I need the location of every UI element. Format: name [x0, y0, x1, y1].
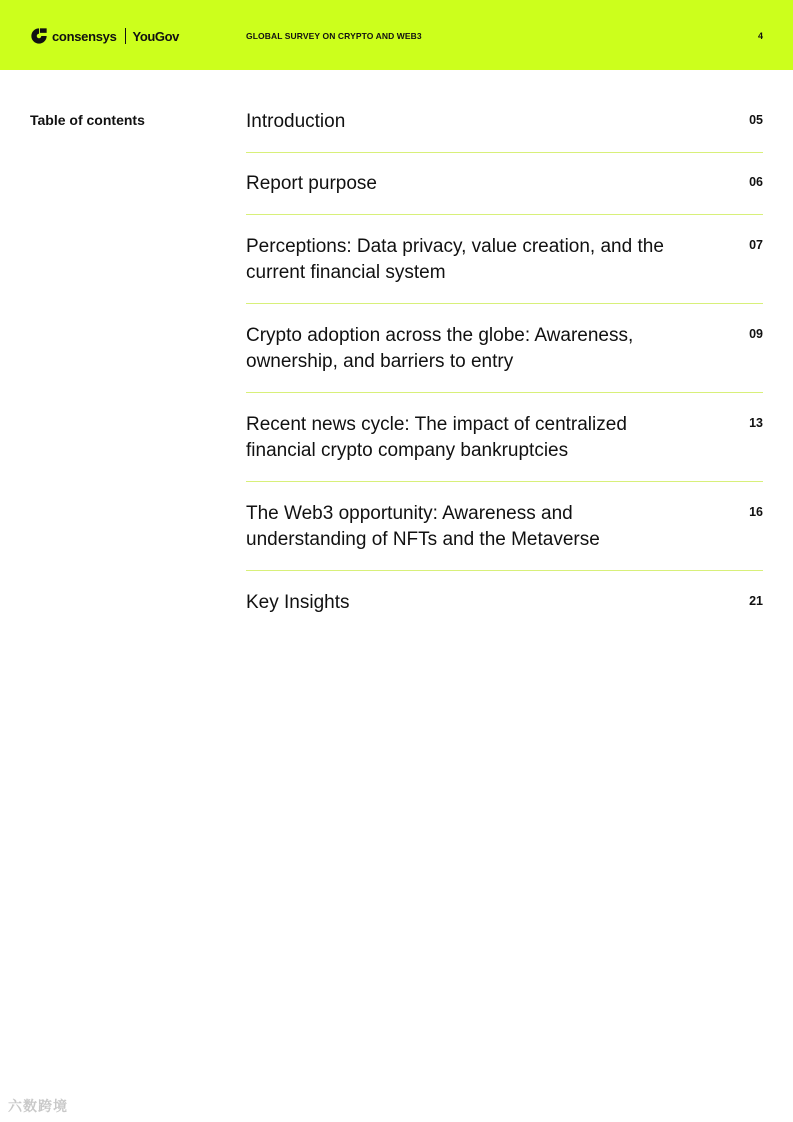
logo-lockup — [30, 26, 179, 46]
toc-entry-crypto-adoption[interactable] — [246, 304, 763, 393]
toc-entry-page: 21 — [749, 594, 763, 608]
toc-entry-perceptions[interactable] — [246, 215, 763, 304]
consensys-logo: consensys — [52, 28, 117, 44]
toc-entry-title: Key Insights — [246, 592, 350, 613]
page-number: 4 — [757, 31, 763, 41]
toc-entry-recent-news-cycle[interactable] — [246, 393, 763, 482]
toc-entry-report-purpose[interactable] — [246, 153, 763, 215]
toc-entry-page: 13 — [749, 416, 763, 430]
table-of-contents — [246, 104, 763, 621]
watermark: 六数跨境 — [8, 1098, 68, 1114]
toc-entry-title: Recent news cycle: The impact of centralized financial crypto company bankruptcies — [246, 414, 627, 461]
toc-entry-page: 09 — [749, 327, 763, 341]
toc-entry-title: The Web3 opportunity: Awareness and understanding of NFTs and the Metaverse — [246, 503, 600, 550]
toc-entry-page: 05 — [749, 113, 763, 127]
toc-entry-title: Perceptions: Data privacy, value creation, and the current financial system — [246, 236, 664, 283]
consensys-logo-icon — [30, 27, 48, 45]
toc-heading: Table of contents — [30, 112, 145, 128]
toc-entry-title: Crypto adoption across the globe: Awareness, ownership, and barriers to entry — [246, 325, 634, 372]
toc-entry-introduction[interactable] — [246, 104, 763, 153]
toc-entry-page: 07 — [749, 238, 763, 252]
toc-entry-web3-opportunity[interactable] — [246, 482, 763, 571]
toc-entry-page: 16 — [749, 505, 763, 519]
report-title: GLOBAL SURVEY ON CRYPTO AND WEB3 — [246, 31, 422, 41]
logo-divider — [125, 28, 126, 44]
toc-entry-key-insights[interactable] — [246, 571, 763, 621]
toc-entry-title: Report purpose — [246, 173, 377, 194]
yougov-logo: YouGov — [132, 28, 179, 44]
toc-entry-title: Introduction — [246, 111, 346, 132]
toc-entry-page: 06 — [749, 175, 763, 189]
page-header — [0, 0, 793, 70]
